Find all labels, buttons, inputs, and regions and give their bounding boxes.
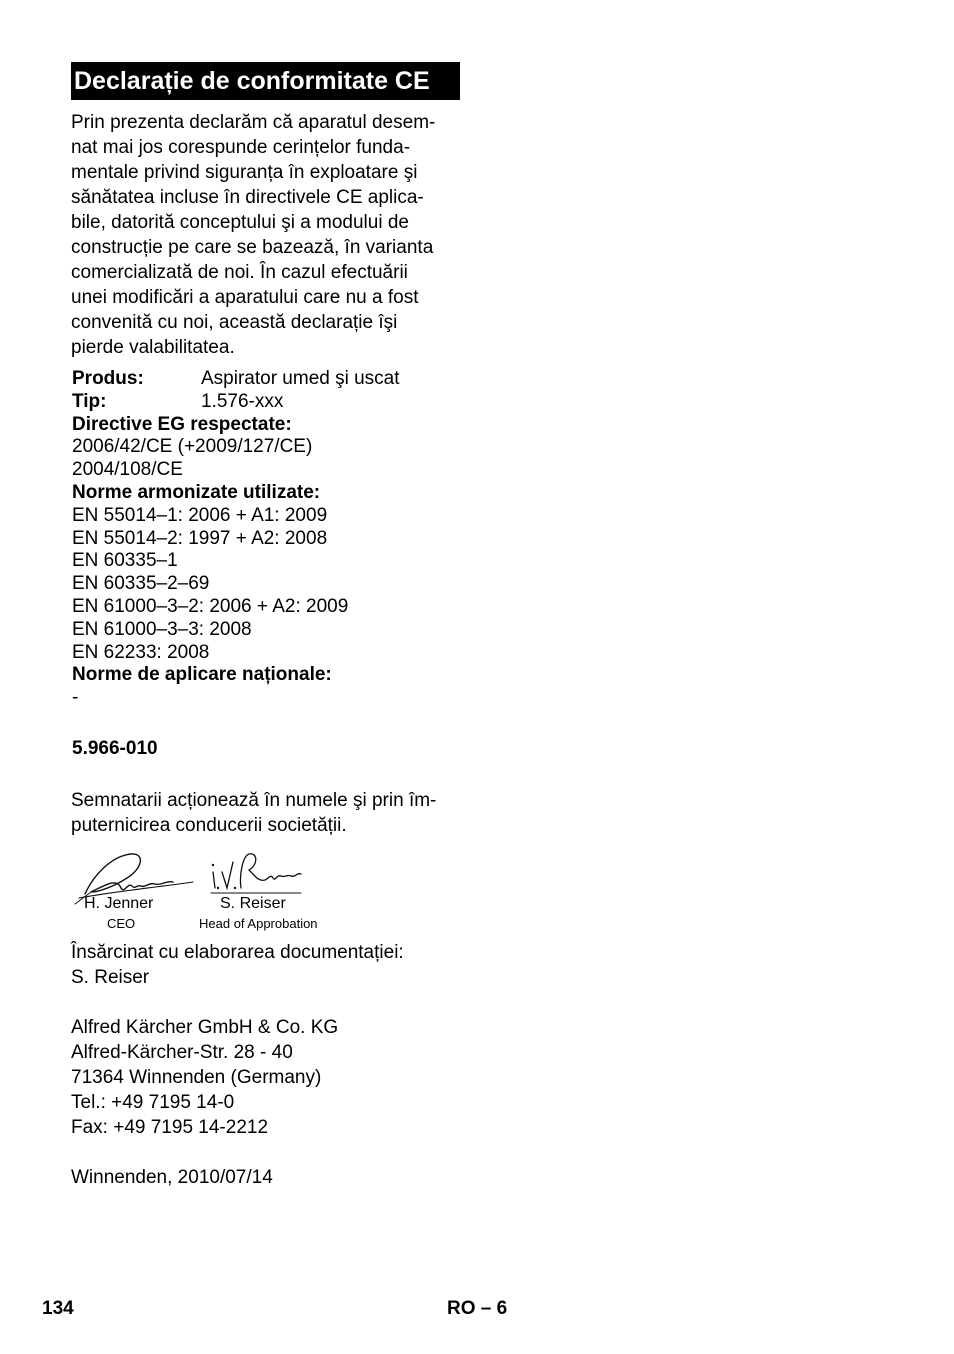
address-line: 71364 Winnenden (Germany): [71, 1066, 322, 1088]
signers-statement: [71, 788, 463, 838]
type-value: 1.576-xxx: [201, 390, 284, 412]
directives-heading: Directive EG respectate:: [72, 413, 292, 435]
intro-line: sănătatea incluse în directivele CE aplica-: [71, 187, 424, 208]
signature-block: [71, 848, 463, 931]
product-row: [72, 368, 463, 391]
signers-line: Semnatarii acționează în numele şi prin îm-: [71, 789, 437, 811]
page-number: 134: [42, 1298, 74, 1319]
intro-line: mentale privind siguranța în exploatare şi: [71, 162, 418, 183]
intro-line: Prin prezenta declarăm că aparatul desem-: [71, 112, 436, 133]
place-date: Winnenden, 2010/07/14: [71, 1166, 273, 1188]
standard-item: EN 61000–3–3: 2008: [72, 618, 252, 640]
standard-item: EN 61000–3–2: 2006 + A2: 2009: [72, 595, 349, 617]
doc-responsible: [71, 940, 463, 990]
intro-line: convenită cu noi, această declarație îşi: [71, 312, 398, 333]
product-label: Produs:: [72, 368, 144, 389]
standard-item: EN 62233: 2008: [72, 641, 210, 663]
standard-item: EN 60335–2–69: [72, 573, 210, 595]
standard-item: EN 55014–2: 1997 + A2: 2008: [72, 527, 328, 549]
signer-role: CEO: [107, 915, 136, 931]
directive-item: 2006/42/CE (+2009/127/CE): [72, 436, 313, 458]
page-title: Declarație de conformitate CE: [71, 62, 460, 100]
product-value: Aspirator umed şi uscat: [201, 368, 400, 389]
doc-responsible-label: Însărcinat cu elaborarea documentației:: [71, 941, 404, 963]
section-label: RO – 6: [447, 1298, 508, 1319]
intro-line: nat mai jos corespunde cerințelor funda-: [71, 137, 411, 158]
signer-role: Head of Approbation: [199, 915, 318, 931]
type-row: [72, 391, 463, 414]
intro-line: pierde valabilitatea.: [71, 337, 235, 358]
address-line: Fax: +49 7195 14-2212: [71, 1116, 269, 1138]
doc-responsible-name: S. Reiser: [71, 966, 150, 988]
address-line: Tel.: +49 7195 14-0: [71, 1091, 235, 1113]
document-number: 5.966-010: [72, 737, 158, 759]
standard-item: EN 60335–1: [72, 550, 178, 572]
intro-line: construcție pe care se bazează, în varianta: [71, 237, 434, 258]
signer-name: S. Reiser: [220, 894, 286, 912]
address-line: Alfred-Kärcher-Str. 28 - 40: [71, 1041, 293, 1063]
signers-line: puternicirea conducerii societății.: [71, 814, 347, 836]
address-line: Alfred Kärcher GmbH & Co. KG: [71, 1016, 339, 1038]
type-label: Tip:: [72, 390, 107, 412]
intro-paragraph: [71, 110, 463, 360]
signature-reiser-icon: [209, 848, 305, 896]
place-date-block: [71, 1165, 463, 1190]
national-value: -: [72, 687, 79, 709]
national-heading: Norme de aplicare naționale:: [72, 664, 332, 686]
declaration-column: [71, 62, 463, 1190]
signer-name: H. Jenner: [84, 894, 154, 912]
company-address: [71, 1015, 463, 1140]
spec-list: [71, 368, 463, 710]
directive-item: 2004/108/CE: [72, 459, 183, 481]
harmonized-heading: Norme armonizate utilizate:: [72, 481, 321, 503]
intro-line: comercializată de noi. În cazul efectuării: [71, 262, 408, 283]
standard-item: EN 55014–1: 2006 + A1: 2009: [72, 504, 328, 526]
intro-line: bile, datorită conceptului şi a modului de: [71, 212, 409, 233]
intro-line: unei modificări a aparatului care nu a fost: [71, 287, 419, 308]
